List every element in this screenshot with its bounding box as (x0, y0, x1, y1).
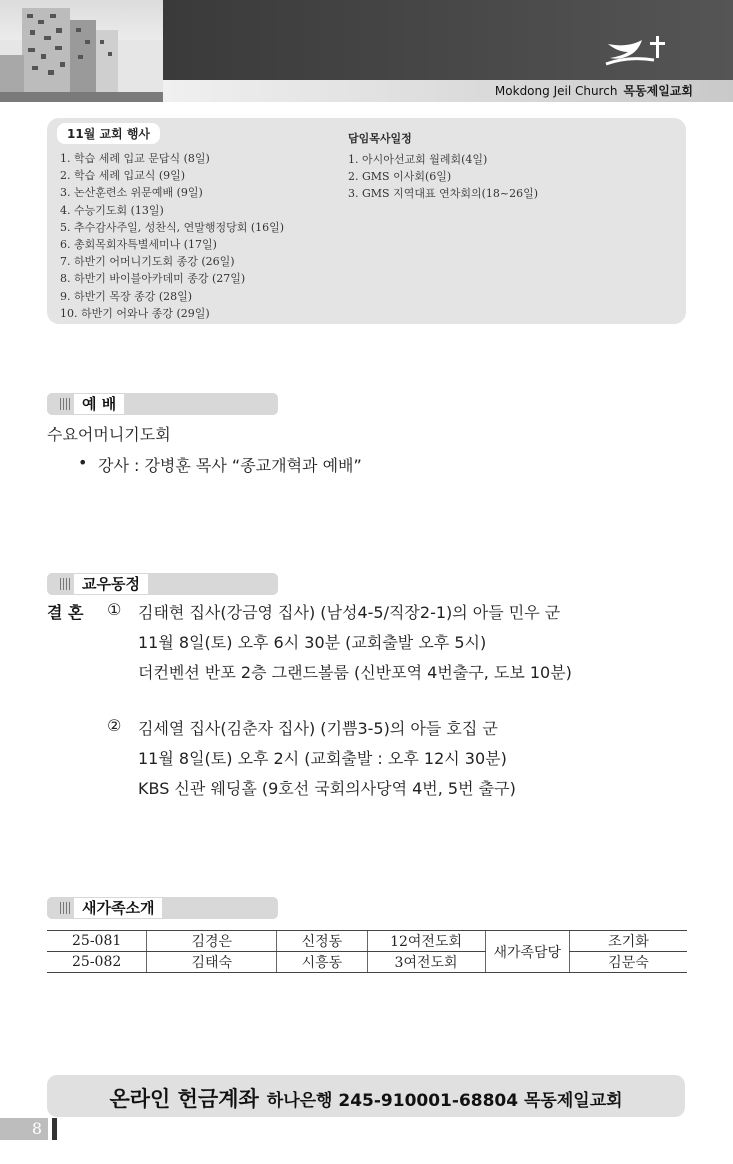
table-cell: 3여전도회 (367, 952, 485, 973)
news-section-header (47, 573, 278, 595)
table-cell: 12여전도회 (367, 931, 485, 952)
news-header-label: 교우동정 (74, 574, 148, 594)
entry-1-line3: 더컨벤션 반포 2층 그랜드볼룸 (신반포역 4번출구, 도보 10분) (138, 663, 572, 682)
events-list (60, 150, 284, 322)
church-logo-icon (598, 30, 678, 70)
entry-1-line1: 김태현 집사(강금영 집사) (남성4-5/직장2-1)의 아들 민우 군 (138, 603, 561, 622)
table-row (47, 931, 687, 952)
worship-detail: 강사 : 강병훈 목사 “종교개혁과 예배” (98, 456, 362, 475)
event-item: 5. 추수감사주일, 성찬식, 연말행정당회 (16일) (60, 220, 285, 234)
event-item: 1. 학습 세례 입교 문답식 (8일) (60, 152, 210, 165)
pastor-schedule-title: 담임목사일정 (348, 132, 412, 145)
pastor-schedule-list (348, 151, 538, 202)
event-item: 10. 하반기 어와나 종강 (29일) (60, 306, 210, 320)
entry-2-line1: 김세열 집사(김춘자 집사) (기쁨3-5)의 아들 호집 군 (138, 719, 498, 738)
worship-bullet: • (78, 453, 88, 472)
section-bars-icon (60, 902, 70, 914)
offering-account-panel (47, 1075, 685, 1117)
event-item: 3. 논산훈련소 위문예배 (9일) (60, 186, 203, 200)
building-illustration (0, 0, 163, 102)
pastor-item: 2. GMS 이사회(6일) (348, 170, 452, 183)
wedding-label: 결 혼 (47, 603, 84, 622)
table-cell: 시흥동 (277, 952, 367, 973)
section-bars-icon (60, 578, 70, 590)
events-title: 11월 교회 행사 (57, 123, 160, 144)
events-title-wrap (57, 123, 160, 144)
newfamily-section-header (47, 897, 278, 919)
event-item: 6. 총회목회자특별세미나 (17일) (60, 238, 217, 252)
table-cell: 신정동 (277, 931, 367, 952)
entry-2-line2: 11월 8일(토) 오후 2시 (교회출발 : 오후 12시 30분) (138, 749, 507, 768)
entry-1-line2: 11월 8일(토) 오후 6시 30분 (교회출발 오후 5시) (138, 633, 487, 652)
table-row (47, 952, 687, 973)
section-bars-icon (60, 398, 70, 410)
worship-section-header (47, 393, 278, 415)
entry-1-num: ① (107, 600, 122, 619)
table-cell: 김경은 (147, 931, 277, 952)
table-cell: 조기화 (569, 931, 687, 952)
table-cell: 25-081 (47, 931, 147, 952)
role-cell: 새가족담당 (485, 931, 569, 973)
pastor-item: 3. GMS 지역대표 연차회의(18~26일) (348, 187, 538, 200)
newfamily-header-label: 새가족소개 (74, 898, 162, 918)
pastor-item: 1. 아시아선교회 월례회(4일) (348, 153, 488, 166)
page-number: 8 (0, 1118, 48, 1140)
account-info: 하나은행 245-910001-68804 목동제일교회 (266, 1091, 623, 1111)
event-item: 9. 하반기 목장 종강 (28일) (60, 289, 193, 303)
event-item: 4. 수능기도회 (13일) (60, 203, 164, 217)
page-number-bar (52, 1118, 57, 1140)
church-name-ko: 목동제일교회 (623, 84, 693, 98)
table-cell: 김태숙 (147, 952, 277, 973)
worship-header-label: 예 배 (74, 394, 124, 414)
table-cell: 25-082 (47, 952, 147, 973)
newfamily-table (47, 930, 687, 973)
event-item: 8. 하반기 바이블아카데미 종강 (27일) (60, 272, 246, 286)
table-cell: 김문숙 (569, 952, 687, 973)
header-building-photo (0, 0, 163, 102)
entry-2-num: ② (107, 716, 122, 735)
account-title: 온라인 헌금계좌 (109, 1087, 259, 1111)
event-item: 2. 학습 세례 입교식 (9일) (60, 169, 186, 183)
event-item: 7. 하반기 어머니기도회 종강 (26일) (60, 255, 235, 269)
offering-account-text (47, 1083, 685, 1113)
entry-2-line3: KBS 신관 웨딩홀 (9호선 국회의사당역 4번, 5번 출구) (138, 779, 516, 798)
church-name-en: Mokdong Jeil Church (494, 84, 618, 98)
worship-name: 수요어머니기도회 (47, 425, 171, 444)
church-name (495, 82, 693, 99)
